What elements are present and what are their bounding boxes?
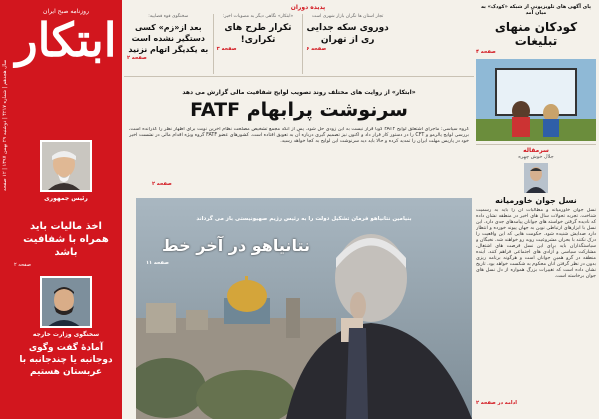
left-story-1-page: صفحه ۲ [14,262,31,268]
left-story-2-caption: سخنگوی وزارت خارجه [32,331,100,338]
editorial-author-icon [524,163,548,193]
top-story-1[interactable] [124,14,213,74]
editorial-author-name: جلال خوش چهره [518,154,554,160]
main-story [124,76,474,196]
feature-page: صفحه ۱۱ [146,260,169,266]
top-story-3-headline[interactable]: دوروی سکه جدایی ری از تهران [306,23,389,45]
editorial-label: سرمقاله [523,147,549,154]
kids-tv-image [476,59,596,141]
right-story [476,4,596,144]
top-stories [124,14,392,74]
left-story-2-headline[interactable]: آمادۀ گفت وگوی دوجانبه یا چندجانبه با عربستان هستیم [19,343,113,377]
top-ticker-label: پدیده دوران [290,4,326,11]
left-story-1 [14,140,118,272]
top-ticker [220,4,396,14]
right-story-headline[interactable]: کودکان منهای تبلیغات [494,20,578,48]
feature-photo [136,198,472,419]
masthead-slogan: روزنامه صبح ایران [43,8,89,15]
top-story-2-kicker: «ابتکار» نگاهی دیگر به مصوبات اخیر: [222,14,294,19]
top-story-3-kicker: تجار استان ها نگران بازار شهری است [311,14,384,19]
masthead-side-label: سال هجدهم | شماره ۴۲۱۷ | دوشنبه ۲۹ بهمن ۱۳۹۷ | ۱۲ صفحه [2,60,8,192]
top-story-2[interactable] [213,14,303,74]
portrait-rouhani-icon [40,142,90,192]
editorial [476,144,596,419]
right-story-photo [476,59,596,141]
editorial-page: ادامه در صفحه ۲ [476,400,517,406]
left-story-1-caption: رئیس جمهوری [44,195,88,202]
top-story-1-page: صفحه ۲ [126,55,147,61]
logo-text: ابتکار [15,13,117,67]
left-story-1-headline[interactable]: اخذ مالیات باید همراه با شفافیت باشد [23,221,109,258]
top-story-1-headline[interactable]: بعد از«زم» کسی دستگیر نشده است به یکدیگر اتهام نزنید [128,23,209,54]
portrait-rouhani [40,140,92,192]
right-story-kicker: پای آگهی های تلویزیونی از شبکه «کودک» به میان آمد [480,4,591,16]
feature-kicker: بنیامین نتانیاهو فرمان تشکیل دولت را به رئیس رژیم صهیونیستی باز می گرداند [196,216,412,222]
masthead-logo [14,8,118,126]
feature-headline[interactable]: نتانیاهو در آخر خط [162,236,310,255]
top-story-3-page: صفحه ۶ [306,46,327,52]
portrait-spokesman-icon [40,278,90,328]
top-story-2-headline[interactable]: تکرار طرح های تکراری! [224,23,292,45]
top-story-2-page: صفحه ۳ [216,46,237,52]
editorial-author-photo [524,163,548,193]
editorial-headline[interactable]: نسل جوان خاورمیانه [495,196,577,205]
feature-photo-image [136,198,472,419]
masthead-side-text [2,60,12,360]
right-story-page: صفحه ۴ [476,49,496,55]
main-story-kicker: «ابتکار» از روایت های مختلف روند تصویب لوایح شفافیت مالی گزارش می دهد [182,89,416,96]
main-story-page: صفحه ۲ [152,181,172,187]
editorial-body: نسل جوان خاورمیانه و مطالبات آن را باید به رسمیت شناخت. تجربه تحولات سال های اخیر در منطقه نشان داده که نادیده گرفتن خواسته های جوانان پیامدهای جدی دارد. این نسل با ابزارهای ارتباطی نوین به جهان پیوند خورده و انتظار دارد صدایش شنیده شود. حکومت هایی که این واقعیت را درک نکنند با بحران مشروعیت روبه رو خواهند شد. نخبگان و سیاستگذاران باید برای این نسل فرصت های اشتغال، مشارکت سیاسی و آزادی های اجتماعی فراهم کنند. آینده منطقه در گرو همین جوانان است و هرگونه برنامه ریزی بدون در نظر گرفتن آنان محکوم به شکست خواهد بود. تاریخ نشان داده است که تغییرات بزرگ همواره از دل نسل های جوان برخاسته است. [476,208,596,279]
left-story-2 [14,276,118,416]
top-story-3[interactable] [302,14,392,74]
portrait-spokesman [40,276,92,328]
top-story-1-kicker: سخنگوی قوه قضاییه: [148,14,189,19]
main-story-body: گروه سیاسی: ماجرای اشتعلق لوایح FATF گویا قرار نیست به این زودی حل شود. پس از آنکه مجمع تشخیص مصلحت نظام آخرین نوبت برای اظهار نظر را گذرانده است، بررسی لوایح پالرمو و CFT را در دستور کار قرار داد و اکنون نیز تصمیم گیری درباره آن به تعویق افتاده است. کشورهای عضو FATF گروه ویژه اقدام مالی در نشست اخیر خود در پاریس مهلت ایران را تمدید کرده و حالا باید دید سرنوشت این لوایح به کجا خواهد رسید. [129,127,469,144]
main-story-headline[interactable]: سرنوشت پرابهام FATF [190,99,408,121]
